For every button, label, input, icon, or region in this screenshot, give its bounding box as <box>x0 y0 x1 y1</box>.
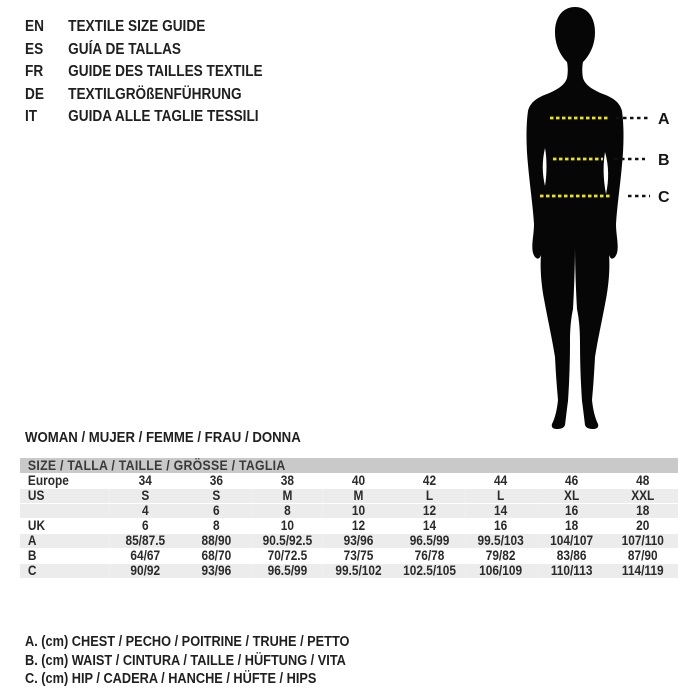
size-value-cell: 85/87.5 <box>110 534 181 549</box>
size-value-cell: 102.5/105 <box>394 564 465 579</box>
size-value-cell: 36 <box>181 474 252 489</box>
language-row <box>25 39 263 62</box>
size-value-cell: 12 <box>394 504 465 519</box>
size-value-cell: 70/72.5 <box>252 549 323 564</box>
size-value-cell: S <box>110 489 181 504</box>
woman-silhouette <box>527 7 624 429</box>
size-value-cell: 48 <box>607 474 678 489</box>
size-value-cell: 90/92 <box>110 564 181 579</box>
language-title: TEXTILE SIZE GUIDE <box>68 18 206 36</box>
size-value-cell: 79/82 <box>465 549 536 564</box>
size-table-row <box>20 519 678 534</box>
size-value-cell: 99.5/102 <box>323 564 394 579</box>
size-value-cell: 99.5/103 <box>465 534 536 549</box>
size-table-header: SIZE / TALLA / TAILLE / GRÖSSE / TAGLIA <box>20 458 678 474</box>
language-code: FR <box>25 63 44 81</box>
language-title: TEXTILGRÖßENFÜHRUNG <box>68 85 242 103</box>
size-table-row <box>20 534 678 549</box>
language-title: GUIDA ALLE TAGLIE TESSILI <box>68 108 259 126</box>
size-value-cell: M <box>323 489 394 504</box>
size-table-row <box>20 564 678 579</box>
size-value-cell: 90.5/92.5 <box>252 534 323 549</box>
size-value-cell: 8 <box>252 504 323 519</box>
size-value-cell: 64/67 <box>110 549 181 564</box>
size-table-row <box>20 489 678 504</box>
size-value-cell: 83/86 <box>536 549 607 564</box>
size-value-cell: 73/75 <box>323 549 394 564</box>
size-value-cell: 18 <box>536 519 607 534</box>
measure-label-a: A <box>658 111 670 128</box>
size-value-cell: 20 <box>607 519 678 534</box>
legend-line-waist: B. (cm) WAIST / CINTURA / TAILLE / HÜFTUNG / VITA <box>25 652 346 669</box>
language-row <box>25 106 263 129</box>
measure-label-c: C <box>658 189 670 206</box>
size-value-cell: 18 <box>607 504 678 519</box>
size-value-cell: 93/96 <box>323 534 394 549</box>
size-row-label: Europe <box>20 474 110 489</box>
size-value-cell: 96.5/99 <box>252 564 323 579</box>
size-value-cell: 106/109 <box>465 564 536 579</box>
size-value-cell: 38 <box>252 474 323 489</box>
size-value-cell: 114/119 <box>607 564 678 579</box>
size-table-row <box>20 474 678 489</box>
size-value-cell: 104/107 <box>536 534 607 549</box>
size-value-cell: 14 <box>465 504 536 519</box>
language-code: IT <box>25 108 38 126</box>
size-value-cell: 76/78 <box>394 549 465 564</box>
size-value-cell: XXL <box>607 489 678 504</box>
language-title: GUIDE DES TAILLES TEXTILE <box>68 63 263 81</box>
size-table-header-row <box>20 458 678 474</box>
size-value-cell: 42 <box>394 474 465 489</box>
language-title: GUÍA DE TALLAS <box>68 40 182 58</box>
size-value-cell: 68/70 <box>181 549 252 564</box>
size-value-cell: L <box>465 489 536 504</box>
language-code: EN <box>25 18 44 36</box>
size-value-cell: 6 <box>181 504 252 519</box>
size-table-row <box>20 549 678 564</box>
size-row-label: US <box>20 489 110 504</box>
language-row <box>25 84 263 107</box>
size-value-cell: 8 <box>181 519 252 534</box>
size-value-cell: 6 <box>110 519 181 534</box>
size-value-cell: 40 <box>323 474 394 489</box>
size-value-cell: L <box>394 489 465 504</box>
size-value-cell: 16 <box>465 519 536 534</box>
size-value-cell: 87/90 <box>607 549 678 564</box>
size-value-cell: S <box>181 489 252 504</box>
size-value-cell: 110/113 <box>536 564 607 579</box>
woman-silhouette-figure <box>488 4 688 434</box>
size-row-label: C <box>20 564 110 579</box>
size-row-label: A <box>20 534 110 549</box>
size-value-cell: M <box>252 489 323 504</box>
size-value-cell: 10 <box>323 504 394 519</box>
size-value-cell: 4 <box>110 504 181 519</box>
size-table <box>20 458 678 579</box>
size-value-cell: 12 <box>323 519 394 534</box>
measurement-legend <box>25 633 349 689</box>
size-row-label: UK <box>20 519 110 534</box>
size-value-cell: 46 <box>536 474 607 489</box>
size-value-cell: 96.5/99 <box>394 534 465 549</box>
language-title-block <box>25 16 263 129</box>
size-value-cell: 93/96 <box>181 564 252 579</box>
section-title: WOMAN / MUJER / FEMME / FRAU / DONNA <box>25 429 301 446</box>
size-value-cell: 107/110 <box>607 534 678 549</box>
size-value-cell: 88/90 <box>181 534 252 549</box>
size-value-cell: 44 <box>465 474 536 489</box>
size-value-cell: 16 <box>536 504 607 519</box>
size-value-cell: 10 <box>252 519 323 534</box>
size-value-cell: 34 <box>110 474 181 489</box>
language-code: DE <box>25 85 44 103</box>
size-row-label <box>20 504 110 519</box>
size-value-cell: 14 <box>394 519 465 534</box>
size-row-label: B <box>20 549 110 564</box>
language-code: ES <box>25 40 44 58</box>
size-table-body <box>20 474 678 579</box>
measure-label-b: B <box>658 152 670 169</box>
language-row <box>25 16 263 39</box>
size-table-row <box>20 504 678 519</box>
language-row <box>25 61 263 84</box>
legend-line-chest: A. (cm) CHEST / PECHO / POITRINE / TRUHE / PETTO <box>25 634 350 650</box>
legend-line-hip: C. (cm) HIP / CADERA / HANCHE / HÜFTE / HIPS <box>25 671 317 688</box>
size-table-wrap <box>20 458 700 579</box>
size-value-cell: XL <box>536 489 607 504</box>
